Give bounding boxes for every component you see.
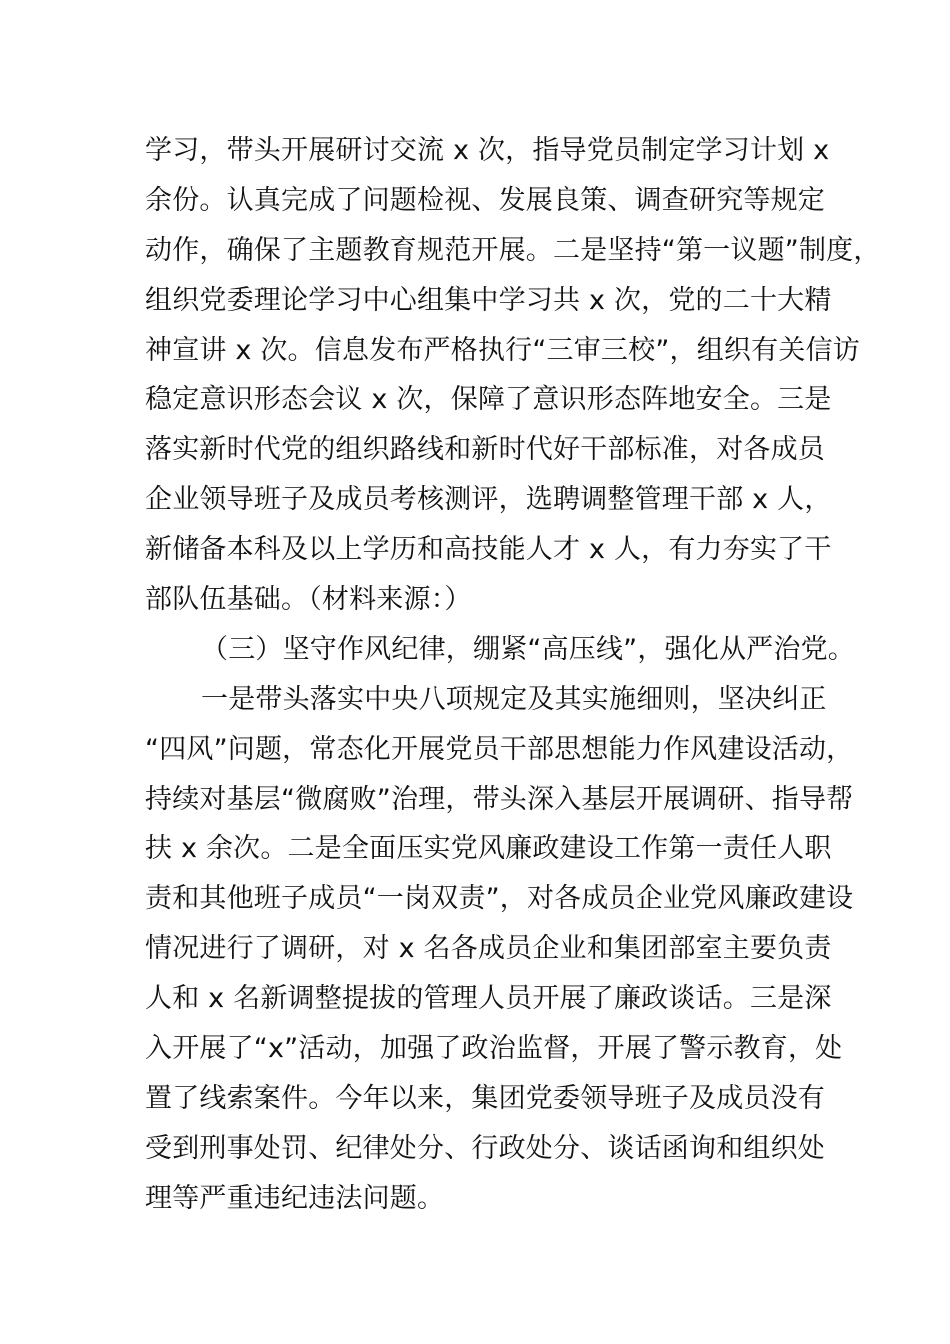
text-line: 受到刑事处罚、纪律处分、行政处分、谈话函询和组织处 bbox=[145, 1132, 825, 1164]
text-line: “四风”问题，常态化开展党员干部思想能力作风建设活动， bbox=[145, 733, 854, 765]
text-line: 余份。认真完成了问题检视、发展良策、调查研究等规定 bbox=[145, 184, 825, 216]
text-line: 人和 x 名新调整提拔的管理人员开展了廉政谈话。三是深 bbox=[145, 983, 832, 1015]
text-line: 责和其他班子成员“一岗双责”，对各成员企业党风廉政建设 bbox=[145, 883, 854, 915]
text-line: 动作，确保了主题教育规范开展。二是坚持“第一议题”制度， bbox=[145, 234, 881, 266]
text-line: 部队伍基础。（材料来源：） bbox=[145, 584, 472, 616]
text-line: 置了线索案件。今年以来，集团党委领导班子及成员没有 bbox=[145, 1082, 825, 1114]
text-line: 扶 x 余次。二是全面压实党风廉政建设工作第一责任人职 bbox=[145, 833, 832, 865]
section-heading: （三）坚守作风纪律，绷紧“高压线”，强化从严治党。 bbox=[201, 633, 855, 665]
text-line: 神宣讲 x 次。信息发布严格执行“三审三校”，组织有关信访 bbox=[145, 334, 860, 366]
text-line: 企业领导班子及成员考核测评，选聘调整管理干部 x 人， bbox=[145, 484, 832, 516]
text-line: 情况进行了调研，对 x 名各成员企业和集团部室主要负责 bbox=[145, 933, 832, 965]
text-line: 一是带头落实中央八项规定及其实施细则，坚决纠正 bbox=[201, 683, 827, 715]
text-line: 组织党委理论学习中心组集中学习共 x 次，党的二十大精 bbox=[145, 284, 832, 316]
text-line: 学习，带头开展研讨交流 x 次，指导党员制定学习计划 x bbox=[145, 135, 830, 166]
text-line: 持续对基层“微腐败”治理，带头深入基层开展调研、指导帮 bbox=[145, 783, 854, 815]
body-text bbox=[145, 126, 881, 1224]
text-line: 理等严重违纪违法问题。 bbox=[145, 1182, 445, 1214]
text-line: 新储备本科及以上学历和高技能人才 x 人，有力夯实了干 bbox=[145, 534, 832, 566]
text-line: 入开展了“x”活动，加强了政治监督，开展了警示教育，处 bbox=[145, 1033, 843, 1065]
text-line: 落实新时代党的组织路线和新时代好干部标准，对各成员 bbox=[145, 434, 825, 466]
text-line: 稳定意识形态会议 x 次，保障了意识形态阵地安全。三是 bbox=[145, 384, 832, 416]
